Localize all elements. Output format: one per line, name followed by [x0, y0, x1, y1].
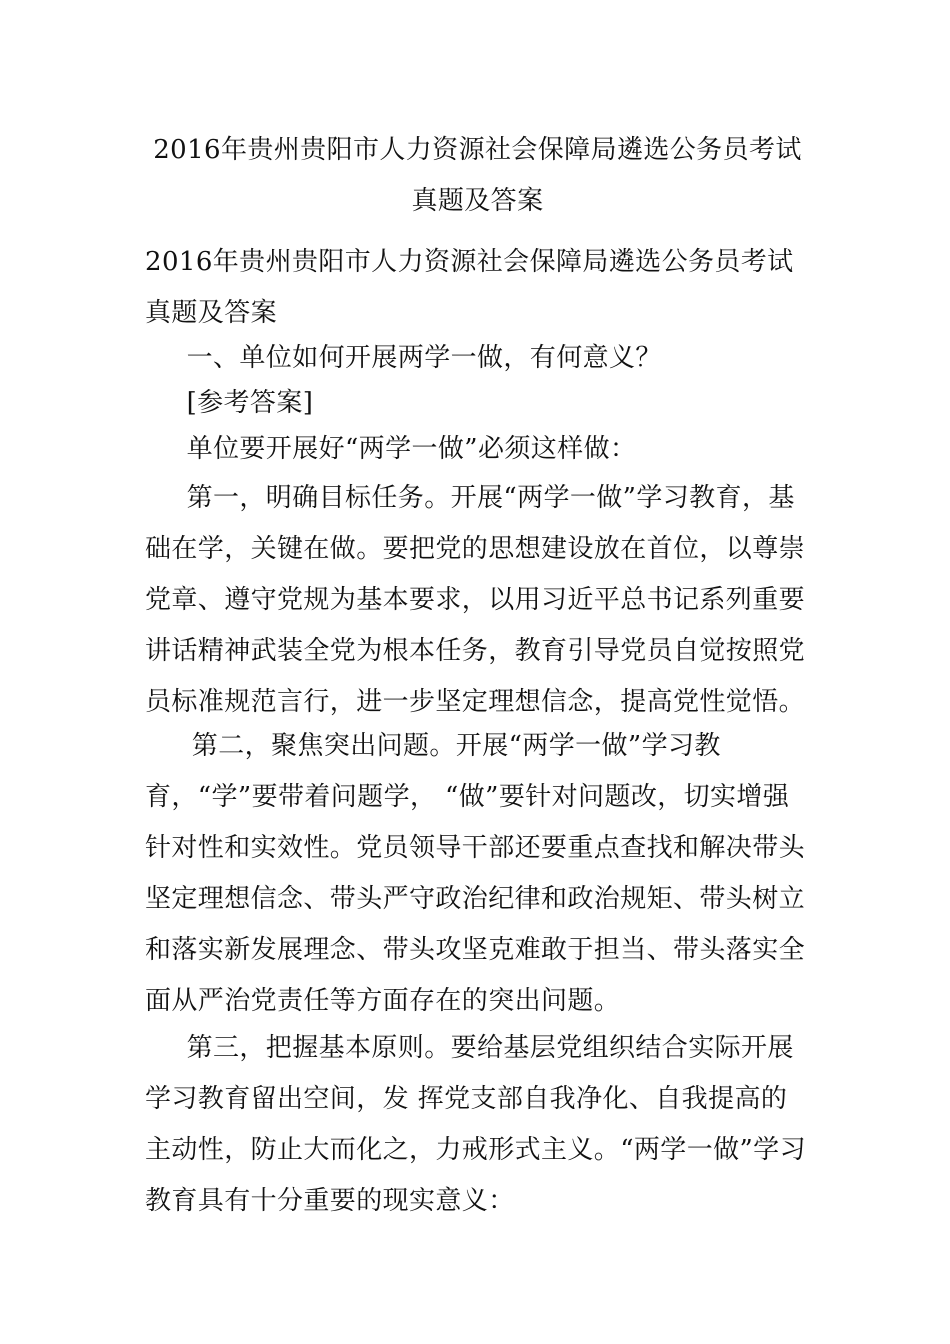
- answer-paragraph-2: 第二，聚焦突出问题。开展“两学一做”学习教育，“学”要带着问题学， “做”要针对问题改，切实增强针对性和实效性。党员领导干部还要重点查找和解决带头坚定理想信念、带头严守政治纪律和政治规矩、带头树立和落实新发展理念、带头攻坚克难敢于担当、带头落实全面从严治党责任等方面存在的突出问题。: [145, 731, 806, 1016]
- answer-paragraph-3: 第三，把握基本原则。要给基层党组织结合实际开展学习教育留出空间，发 挥党支部自我净化、自我提高的主动性，防止大而化之，力戒形式主义。“两学一做”学习教育具有十分重要的现实意义：: [145, 1033, 806, 1216]
- question-heading: 一、单位如何开展两学一做，有何意义？: [186, 343, 662, 373]
- answer-intro: 单位要开展好“两学一做”必须这样做：: [186, 434, 637, 464]
- reference-answer-label: [参考答案]: [186, 388, 314, 418]
- document-title: 2016年贵州贵阳市人力资源社会保障局遴选公务员考试真题及答案: [153, 135, 802, 216]
- answer-paragraph-1: 第一，明确目标任务。开展“两学一做”学习教育，基础在学，关键在做。要把党的思想建设放在首位，以尊崇党章、遵守党规为基本要求，以用习近平总书记系列重要讲话精神武装全党为根本任务，教育引导党员自觉按照党员标准规范言行，进一步坚定理想信念，提高党性觉悟。: [145, 483, 806, 717]
- document-subtitle: 2016年贵州贵阳市人力资源社会保障局遴选公务员考试真题及答案: [145, 247, 794, 328]
